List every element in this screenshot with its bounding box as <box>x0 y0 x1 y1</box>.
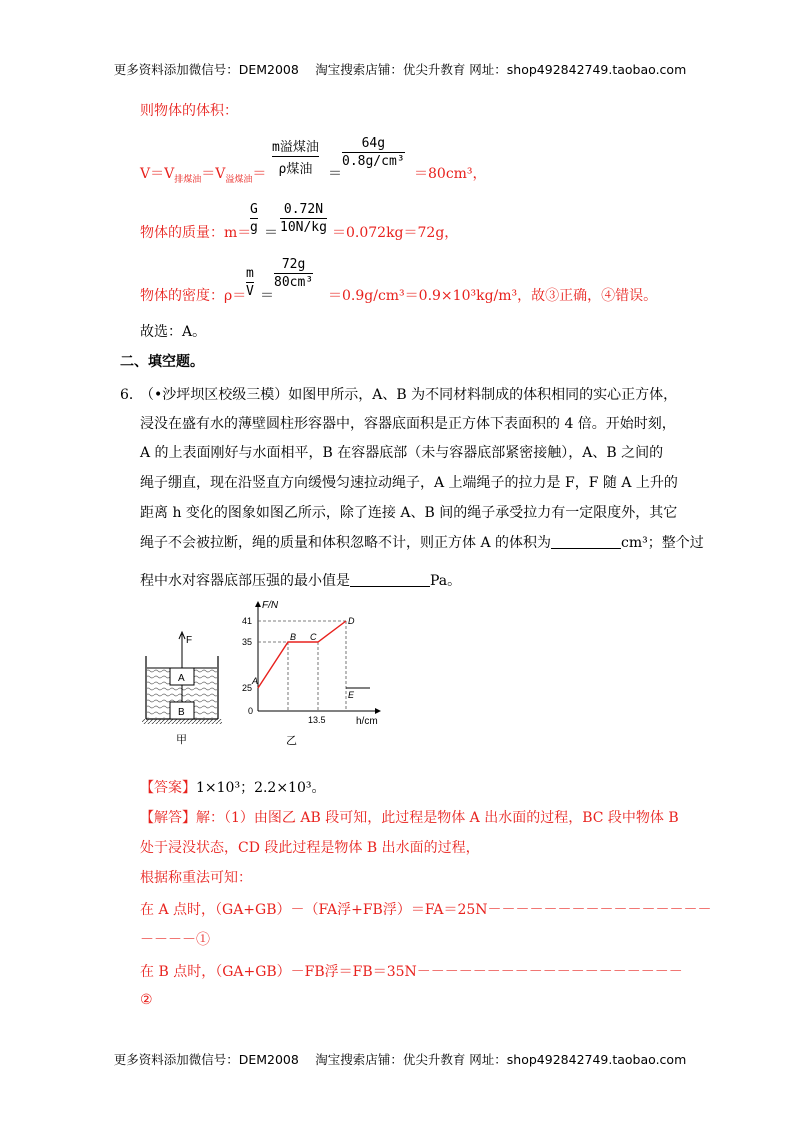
answer-line: 【答案】1×10³；2.2×10³。 <box>140 780 326 796</box>
solution-line: 【解答】解：（1）由图乙 AB 段可知，此过程是物体 A 出水面的过程，BC 段中物体 B <box>140 810 679 826</box>
fraction-m-over-v: m V <box>246 266 254 299</box>
question-line: A 的上表面刚好与水面相平，B 在容器底部（未与容器底部紧密接触），A、B 之间的 <box>140 445 664 461</box>
force-curve <box>258 621 346 688</box>
solution-line: 在 A 点时，（GA+GB）－（FA浮+FB浮）＝FA＝25N－－－－－－－－－－－－－－－－ <box>140 902 712 918</box>
fraction-64-over-density: 64g 0.8g/cm³ <box>342 136 405 169</box>
question-line-with-blank: 绳子不会被拉断，绳的质量和体积忽略不计，则正方体 A 的体积为 cm³；整个过 <box>140 535 704 551</box>
question-line-with-blank: 程中水对容器底部压强的最小值是 Pa。 <box>140 573 462 589</box>
question-number: 6． <box>120 387 143 403</box>
volume-result: ＝80cm³， <box>414 166 487 182</box>
mass-result: ＝0.072kg＝72g， <box>332 225 459 241</box>
figure-caption-yi: 乙 <box>286 735 297 747</box>
equals-sign: ＝ <box>260 288 274 304</box>
solution-line: ② <box>140 992 153 1008</box>
point-label: C <box>310 632 317 642</box>
solution-line: 处于浸没状态，CD 段此过程是物体 B 出水面的过程， <box>140 840 480 856</box>
question-line: 距离 h 变化的图象如图乙所示，除了连接 A、B 间的绳子承受拉力有一定限度外，其它 <box>140 505 678 521</box>
question-line: 浸没在盛有水的薄壁圆柱形容器中，容器底面积是正方体下表面积的 4 倍。开始时刻， <box>140 416 676 432</box>
volume-intro: 则物体的体积： <box>140 103 238 119</box>
cube-a-label: A <box>178 673 185 684</box>
density-result: ＝0.9g/cm³＝0.9×10³kg/m³，故③正确，④错误。 <box>328 288 658 304</box>
point-label: A <box>252 676 259 686</box>
question-line: 绳子绷直，现在沿竖直方向缓慢匀速拉动绳子，A 上端绳子的拉力是 F，F 随 A 上升的 <box>140 475 678 491</box>
x-axis-label: h/cm <box>356 716 378 727</box>
solution-line: 根据称重法可知： <box>140 870 252 886</box>
y-tick-label: 35 <box>242 637 253 647</box>
density-prefix: 物体的密度：ρ＝ <box>140 288 247 304</box>
answer-blank-pressure[interactable] <box>350 572 430 587</box>
y-tick-label: 0 <box>248 706 254 716</box>
y-tick-label: 25 <box>242 683 253 693</box>
page-header: 更多资料添加微信号：DEM2008 淘宝搜索店铺：优尖升教育 网址：shop492842749.taobao.com <box>113 62 687 77</box>
point-label: D <box>348 616 355 626</box>
figure-caption-jia: 甲 <box>176 734 187 746</box>
volume-equation-prefix: $V=V_{排煤油}=V_{溢煤油}=$ <box>140 166 267 185</box>
fraction-m-over-rho: m溢煤油 ρ煤油 <box>272 140 319 177</box>
x-tick-label: 13.5 <box>308 715 326 725</box>
solution-line: －－－－① <box>140 932 210 948</box>
fraction-weight-over-g: 0.72N 10N/kg <box>280 202 327 235</box>
question-line: （•沙坪坝区校级三模）如图甲所示，A、B 为不同材料制成的体积相同的实心正方体， <box>140 387 678 403</box>
y-tick-label: 41 <box>242 616 253 626</box>
equals-sign: ＝ <box>328 166 342 182</box>
fraction-g-over-g: G g <box>250 202 258 235</box>
equals-sign: ＝ <box>264 225 278 241</box>
fraction-72-over-80: 72g 80cm³ <box>274 257 314 290</box>
page-footer: 更多资料添加微信号：DEM2008 淘宝搜索店铺：优尖升教育 网址：shop492842749.taobao.com <box>113 1052 687 1067</box>
point-label: E <box>348 690 355 700</box>
y-axis-label: F/N <box>262 600 279 611</box>
force-label: F <box>186 635 193 646</box>
section-title: 二、填空题。 <box>120 354 204 370</box>
figure-yi-graph <box>238 596 386 748</box>
mass-prefix: 物体的质量：m＝ <box>140 225 252 241</box>
choice-line: 故选：A。 <box>140 324 207 340</box>
solution-line: 在 B 点时，（GA+GB）－FB浮＝FB＝35N－－－－－－－－－－－－－－－－－－－ <box>140 964 683 980</box>
answer-blank-volume[interactable] <box>551 534 621 549</box>
point-label: B <box>290 632 297 642</box>
cube-b-label: B <box>178 707 185 718</box>
figure-jia <box>138 626 228 746</box>
